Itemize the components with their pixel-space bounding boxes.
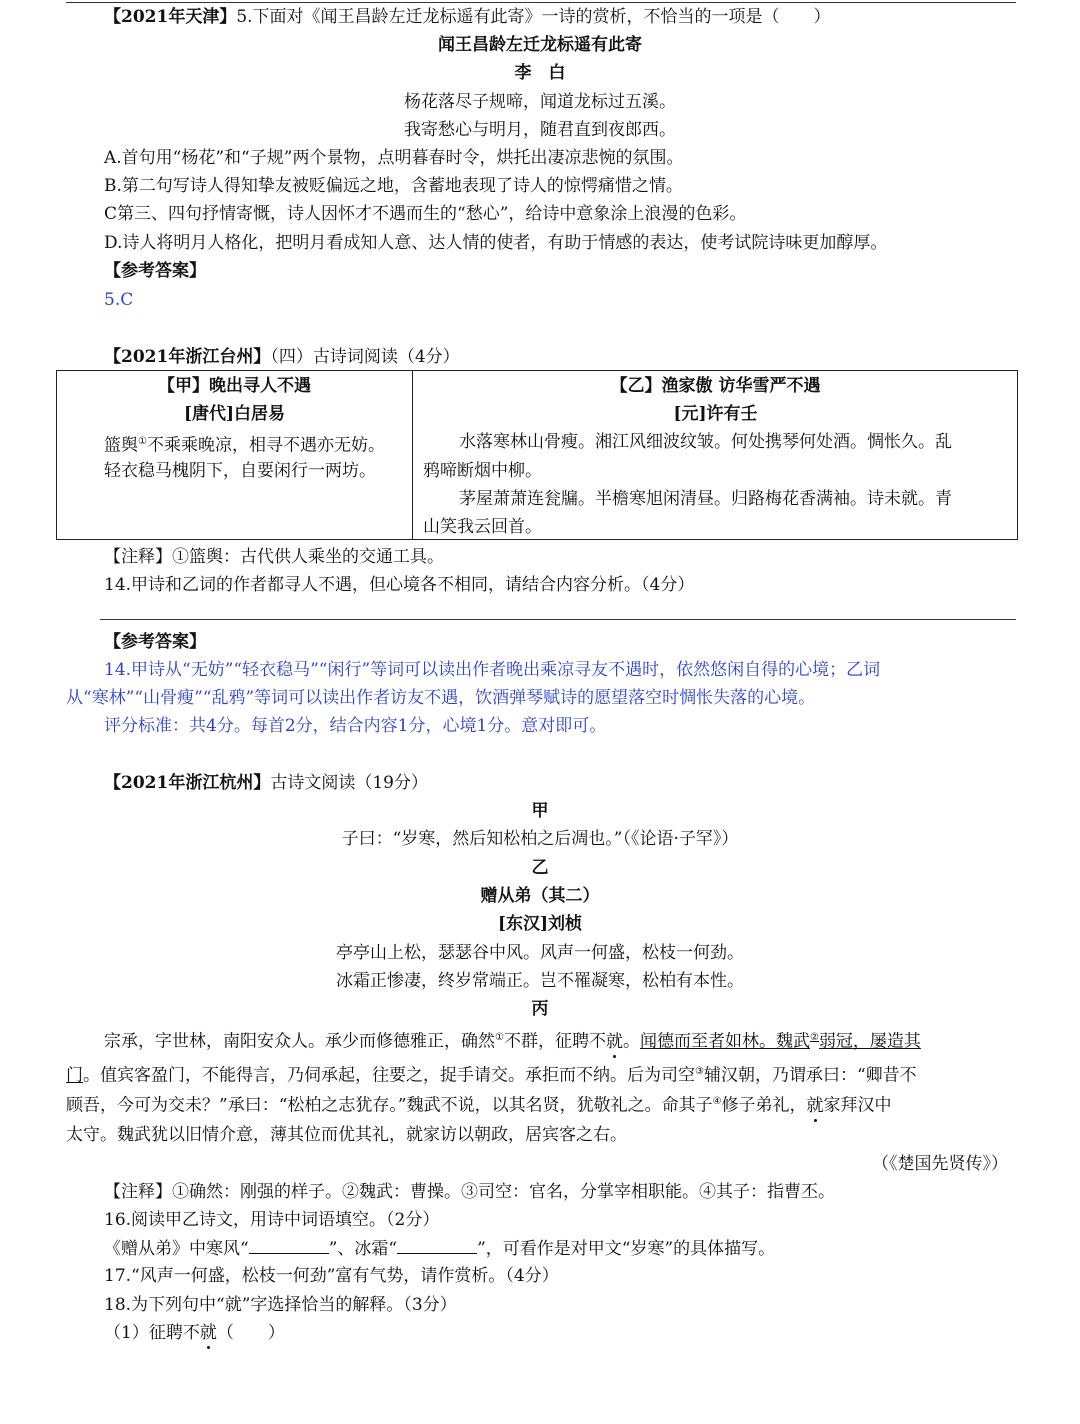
fill-text: 《赠从弟》中寒风“ <box>104 1239 249 1259</box>
passage-text: 不群，征聘不 <box>503 1031 606 1052</box>
sec2-note: 【注释】①篮舆：古代供人乘坐的交通工具。 <box>104 547 444 567</box>
sec3-q18-1 <box>104 1322 285 1344</box>
sec3-bing-label: 丙 <box>531 999 549 1019</box>
passage-text: 。值宾客盈门，不能得言，乃伺承起，往要之，捉手请交。承拒而不纳。后为司空 <box>83 1065 695 1086</box>
emphasis-char: 就 <box>199 1323 217 1343</box>
sec1-option-c: C第三、四句抒情寄慨，诗人因怀才不遇而生的“愁心”，给诗中意象涂上浪漫的色彩。 <box>104 204 747 224</box>
sec3-passage-line-4: 太守。魏武犹以旧情介意，薄其位而优其礼，就家访以朝政，居宾客之右。 <box>66 1125 627 1145</box>
passage-text: 宗承，字世林，南阳安众人。承少而修德雅正，确然 <box>104 1031 495 1052</box>
poem-yi-author: [元]许有壬 <box>673 404 758 424</box>
sec3-q17: 17.“风声一何盛，松枝一何劲”富有气势，请作赏析。（4分） <box>104 1266 559 1286</box>
poem-comparison-table <box>56 370 1018 540</box>
fill-text: ”、冰霜“ <box>328 1239 398 1259</box>
poem-yi-line-1: 水落寒林山骨瘦。湘江风细波纹皱。何处携琴何处酒。惆怅久。乱 <box>459 432 952 452</box>
blank-2[interactable] <box>397 1237 477 1254</box>
sec1-question: 5.下面对《闻王昌龄左迁龙标遥有此寄》一诗的赏析，不恰当的一项是（ ） <box>236 7 831 27</box>
sec3-poem-line-1: 亭亭山上松，瑟瑟谷中风。风声一何盛，松枝一何劲。 <box>336 943 744 963</box>
q18-text: （1）征聘不 <box>104 1323 200 1343</box>
sec1-poem-title: 闻王昌龄左迁龙标遥有此寄 <box>438 35 642 55</box>
sec3-note: 【注释】①确然：刚强的样子。②魏武：曹操。③司空：官名，分掌宰相职能。④其子：指曹丕。 <box>104 1182 835 1202</box>
sec3-q16: 16.阅读甲乙诗文，用诗中词语填空。（2分） <box>104 1210 440 1230</box>
passage-text: 顾吾，今可为交未？”承曰：“松柏之志犹存。”魏武不说，以其名贤，犹敬礼之。命其子 <box>66 1095 713 1116</box>
sec3-source: （《楚国先贤传》） <box>872 1154 1008 1174</box>
footnote-marker: ④ <box>712 1096 722 1107</box>
poem-jia-cell <box>57 371 413 540</box>
sec3-q18: 18.为下列句中“就”字选择恰当的解释。（3分） <box>104 1295 457 1315</box>
passage-text: 辅汉朝，乃谓承曰：“卿昔不 <box>703 1065 917 1086</box>
passage-text: 修子弟礼， <box>721 1095 807 1116</box>
sec2-answer-label: 【参考答案】 <box>104 632 206 652</box>
sec3-tag: 【2021年浙江杭州】 <box>104 773 271 793</box>
footnote-marker: ① <box>138 436 147 447</box>
underlined-text: 弱冠，屡造其 <box>818 1031 921 1052</box>
answer-blank[interactable]: （ ） <box>216 1323 285 1343</box>
sec3-poem-line-2: 冰霜正惨凄，终岁常端正。岂不罹凝寒，松柏有本性。 <box>336 971 744 991</box>
passage-text: 家拜汉中 <box>823 1095 892 1116</box>
sec1-tag: 【2021年天津】 <box>104 7 237 27</box>
poem-jia-author: [唐代]白居易 <box>183 404 286 424</box>
sec3-passage-line-3 <box>66 1091 892 1117</box>
footnote-marker: ① <box>495 1032 504 1043</box>
sec2-tag: 【2021年浙江台州】 <box>104 347 271 367</box>
sec2-answer-line-2: 从“寒林”“山骨瘦”“乱鸦”等词可以读出作者访友不遇，饮酒弹琴赋诗的愿望落空时惆怅失落的心境。 <box>66 688 816 708</box>
footnote-marker: ③ <box>695 1066 704 1077</box>
poem-yi-title: 【乙】渔家傲 访华雪严不遇 <box>610 376 821 396</box>
sec1-poem-line-2: 我寄愁心与明月，随君直到夜郎西。 <box>404 120 676 140</box>
sec2-question: 14.甲诗和乙词的作者都寻人不遇，但心境各不相同，请结合内容分析。（4分） <box>104 575 695 595</box>
sec1-answer: 5.C <box>104 290 134 310</box>
sec3-yi-label: 乙 <box>531 858 549 878</box>
underlined-text: 门 <box>66 1065 83 1086</box>
underlined-text: 闻德而至者如林。魏武 <box>639 1031 810 1052</box>
sec3-title: 古诗文阅读（19分） <box>270 773 428 793</box>
emphasis-char: 就 <box>605 1031 623 1052</box>
sec2-heading <box>104 346 460 368</box>
sec2-answer-line-3: 评分标准：共4分。每首2分，结合内容1分，心境1分。意对即可。 <box>104 716 607 736</box>
poem-yi-cell <box>413 371 1018 540</box>
sec1-poem-author: 李 白 <box>514 63 566 83</box>
poem-yi-line-4: 山笑我云回首。 <box>423 517 542 537</box>
sec3-jia-text: 子曰：“岁寒，然后知松柏之后凋也。”（《论语·子罕》） <box>341 829 739 849</box>
poem-jia-line-1 <box>104 431 385 457</box>
sec3-passage-line-2 <box>66 1061 917 1087</box>
sec2-answer-line-1: 14.甲诗从“无妨”“轻衣稳马”“闲行”等词可以读出作者晚出乘凉寻友不遇时，依然悠闲自得的心境；乙词 <box>104 660 881 680</box>
sec1-option-a: A.首句用“杨花”和“子规”两个景物，点明暮春时令，烘托出凄凉悲惋的氛围。 <box>104 148 684 168</box>
sec3-q16-fill-line <box>104 1237 775 1260</box>
sec3-jia-label: 甲 <box>531 801 549 821</box>
sec3-heading <box>104 772 428 794</box>
sec1-answer-label: 【参考答案】 <box>104 261 206 281</box>
poem-jia-title: 【甲】晚出寻人不遇 <box>158 376 311 396</box>
passage-text: 。 <box>622 1031 640 1052</box>
poem-jia-line-1a: 篮舆 <box>104 435 138 456</box>
blank-1[interactable] <box>249 1237 329 1254</box>
sec1-poem-line-1: 杨花落尽子规啼，闻道龙标过五溪。 <box>404 92 676 112</box>
sec1-option-b: B.第二句写诗人得知挚友被贬偏远之地，含蓄地表现了诗人的惊愕痛惜之情。 <box>104 176 683 196</box>
poem-yi-line-2: 鸦啼断烟中柳。 <box>423 461 542 481</box>
poem-yi-line-3: 茅屋萧萧连瓮牖。半檐寒旭闲清昼。归路梅花香满袖。诗未就。青 <box>459 489 952 509</box>
poem-jia-line-2: 轻衣稳马槐阴下，自要闲行一两坊。 <box>104 461 376 481</box>
sec3-poem-title: 赠从弟（其二） <box>480 886 600 906</box>
sec3-passage-line-1 <box>104 1027 921 1053</box>
sec2-title: （四）古诗词阅读（4分） <box>270 347 460 367</box>
poem-jia-line-1b: 不乘乘晚凉，相寻不遇亦无妨。 <box>146 435 385 456</box>
sec3-poem-author: [东汉]刘桢 <box>497 914 583 934</box>
emphasis-char: 就 <box>806 1095 824 1116</box>
sec1-option-d: D.诗人将明月人格化，把明月看成知人意、达人情的使者，有助于情感的表达，使考试院诗味更加醇厚。 <box>104 233 888 253</box>
fill-text: ”，可看作是对甲文“岁寒”的具体描写。 <box>477 1239 776 1259</box>
sec1-question-line <box>104 6 831 28</box>
footnote-marker: ② <box>809 1032 819 1043</box>
answer-divider <box>100 619 1016 620</box>
top-rule <box>66 2 1016 3</box>
